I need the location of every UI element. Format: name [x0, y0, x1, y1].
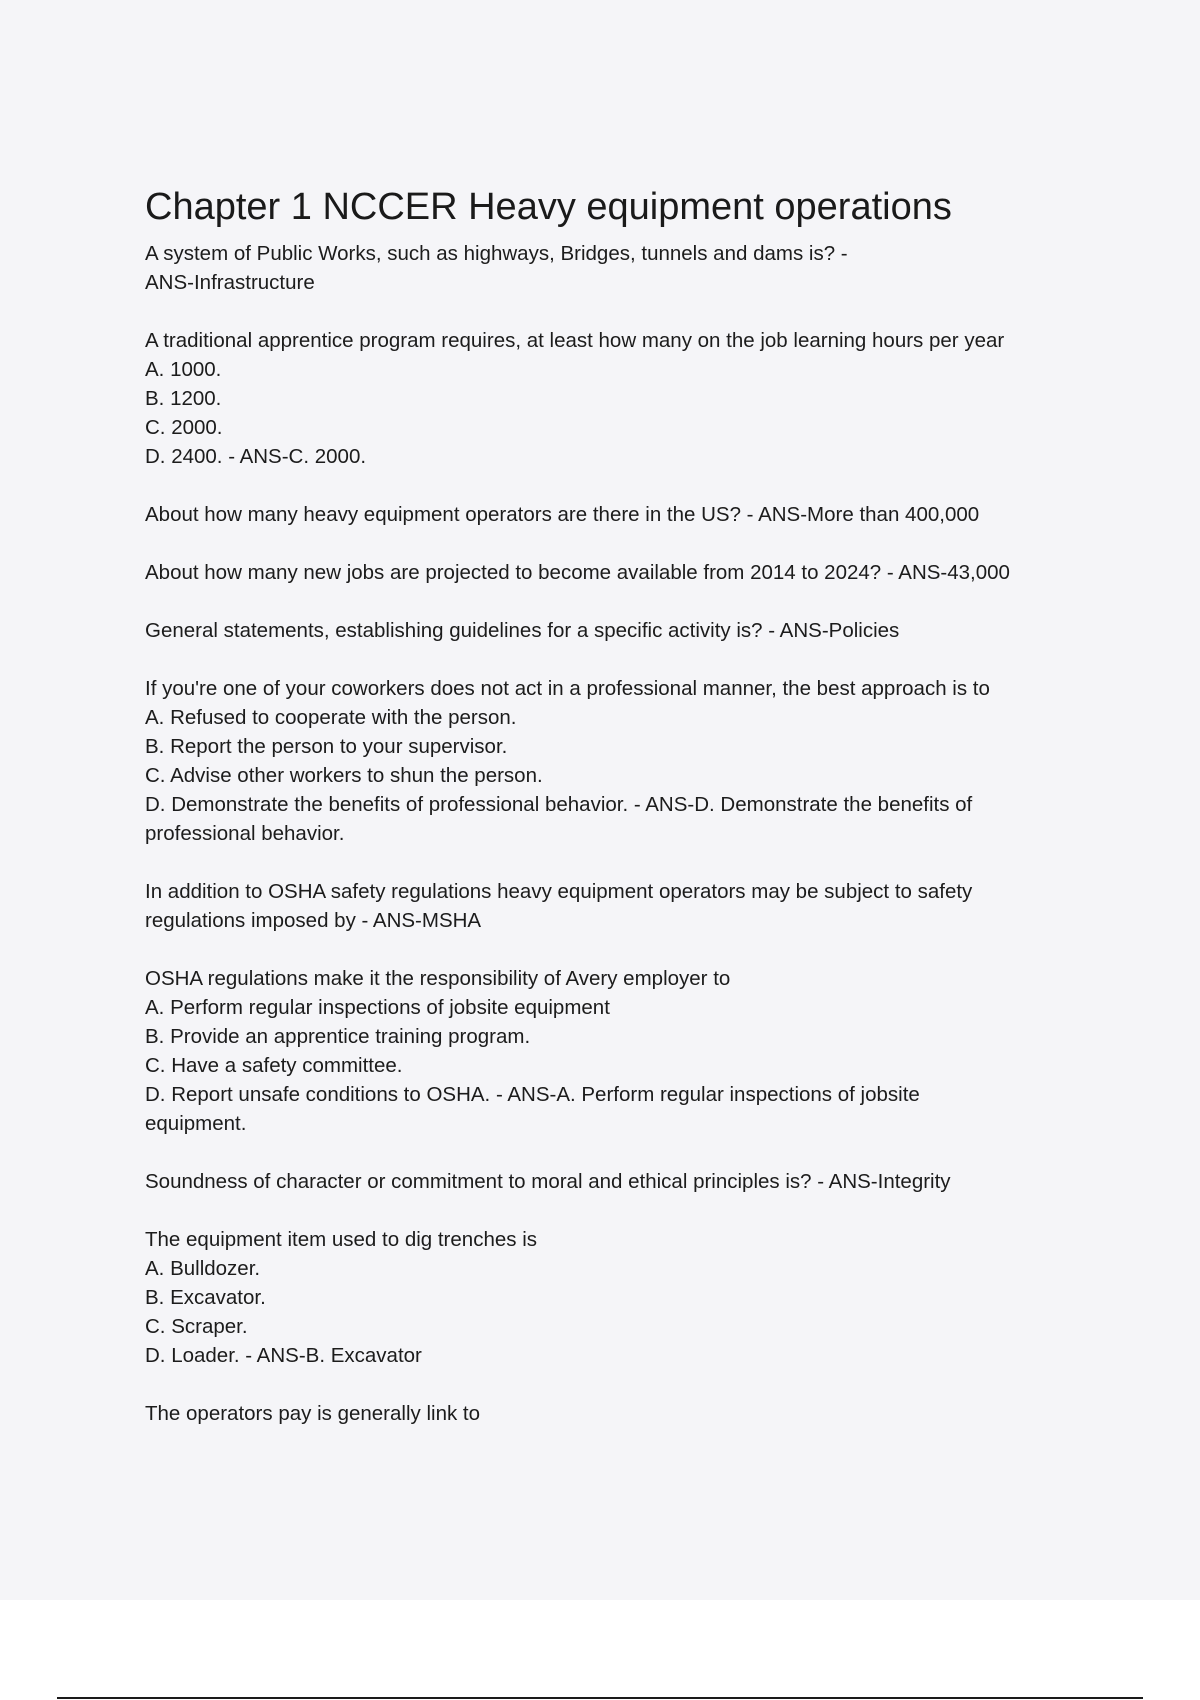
qa-entry-integrity: Soundness of character or commitment to moral and ethical principles is? - ANS-Integrity [145, 1170, 951, 1193]
qa-entry-operator-pay: The operators pay is generally link to [145, 1402, 481, 1425]
footer-divider [57, 1697, 1143, 1699]
qa-entry-policies: General statements, establishing guidelines for a specific activity is? - ANS-Policies [145, 619, 900, 642]
document-content [145, 183, 1095, 1457]
qa-entry-projected-jobs: About how many new jobs are projected to become available from 2014 to 2024? - ANS-43,000 [145, 561, 1010, 584]
qa-entry-operators-count: About how many heavy equipment operators are there in the US? - ANS-More than 400,000 [145, 503, 980, 526]
qa-entry-apprentice-hours: A traditional apprentice program requires, at least how many on the job learning hours per year A. 1000. B. 1200. C. 2000. D. 2400. - ANS-C. 2000. [145, 329, 1005, 468]
document-title: Chapter 1 NCCER Heavy equipment operations [145, 186, 952, 228]
qa-entry-msha: In addition to OSHA safety regulations heavy equipment operators may be subject to safety regulations imposed by - ANS-MSHA [145, 880, 973, 932]
qa-entry-professional-behavior: If you're one of your coworkers does not act in a professional manner, the best approach is to A. Refused to cooperate with the person. B. Report the person to your supervisor. C. Advise other workers to shun the person. D. Demonstrate the benefits of professional behavior. - ANS-D. Demonstrate the benefits of professional behavior. [145, 677, 990, 845]
qa-entry-infrastructure: A system of Public Works, such as highways, Bridges, tunnels and dams is? - ANS-Infrastructure [145, 242, 848, 294]
qa-entry-osha-employer: OSHA regulations make it the responsibility of Avery employer to A. Perform regular inspections of jobsite equipment B. Provide an apprentice training program. C. Have a safety committee. D. Report unsafe conditions to OSHA. - ANS-A. Perform regular inspections of jobsite equipment. [145, 967, 920, 1135]
qa-entry-trench-equipment: The equipment item used to dig trenches is A. Bulldozer. B. Excavator. C. Scraper. D. Loader. - ANS-B. Excavator [145, 1228, 537, 1367]
